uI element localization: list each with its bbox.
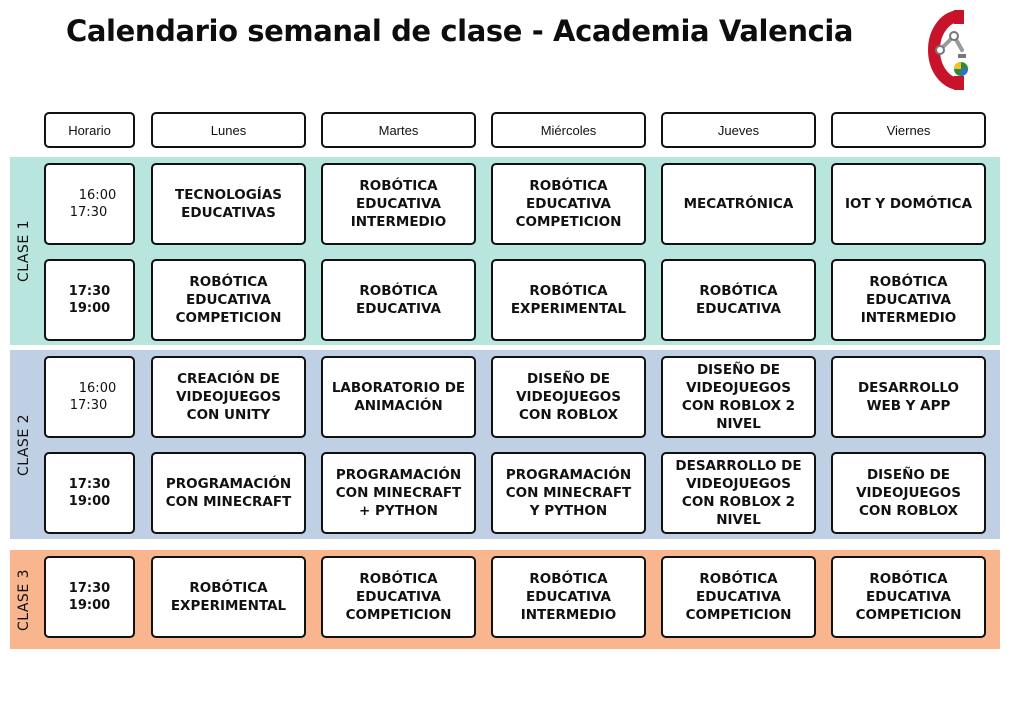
time-slot	[44, 556, 135, 638]
header-horario: Horario	[44, 112, 135, 148]
time-start: 17:30	[68, 477, 111, 492]
class-cell: ROBÓTICA EDUCATIVA INTERMEDIO	[491, 556, 646, 638]
class-cell: ROBÓTICA EDUCATIVA	[661, 259, 816, 341]
header-day-5: Viernes	[831, 112, 986, 148]
class-cell: PROGRAMACIÓN CON MINECRAFT	[151, 452, 306, 534]
class-cell: ROBÓTICA EDUCATIVA COMPETICION	[661, 556, 816, 638]
time-slot	[44, 163, 135, 245]
class-cell: ROBÓTICA EXPERIMENTAL	[491, 259, 646, 341]
class-cell: CREACIÓN DE VIDEOJUEGOS CON UNITY	[151, 356, 306, 438]
time-end: 19:00	[68, 494, 111, 509]
header-day-1: Lunes	[151, 112, 306, 148]
time-slot	[44, 259, 135, 341]
time-start: 17:30	[68, 284, 111, 299]
class-cell: DESARROLLO DE VIDEOJUEGOS CON ROBLOX 2 NIVEL	[661, 452, 816, 534]
class-cell: ROBÓTICA EXPERIMENTAL	[151, 556, 306, 638]
class-cell: ROBÓTICA EDUCATIVA COMPETICION	[321, 556, 476, 638]
time-slot	[44, 452, 135, 534]
class-cell: PROGRAMACIÓN CON MINECRAFT Y PYTHON	[491, 452, 646, 534]
class-cell: PROGRAMACIÓN CON MINECRAFT + PYTHON	[321, 452, 476, 534]
band-label: CLASE 3	[16, 568, 32, 631]
academy-logo	[910, 6, 972, 92]
class-cell: ROBÓTICA EDUCATIVA COMPETICION	[491, 163, 646, 245]
class-cell: MECATRÓNICA	[661, 163, 816, 245]
class-cell: DESARROLLO WEB Y APP	[831, 356, 986, 438]
time-end: 19:00	[68, 301, 111, 316]
class-cell: IOT Y DOMÓTICA	[831, 163, 986, 245]
time-start: 16:00	[78, 188, 117, 203]
page-title: Calendario semanal de clase - Academia Valencia	[66, 14, 854, 48]
globe-icon	[954, 62, 968, 76]
time-end: 17:30	[69, 205, 108, 220]
logo-bottom-bar	[954, 76, 964, 90]
time-start: 16:00	[78, 381, 117, 396]
time-end: 19:00	[68, 598, 111, 613]
class-cell: LABORATORIO DE ANIMACIÓN	[321, 356, 476, 438]
class-cell: TECNOLOGÍAS EDUCATIVAS	[151, 163, 306, 245]
header-day-3: Miércoles	[491, 112, 646, 148]
class-cell: ROBÓTICA EDUCATIVA INTERMEDIO	[831, 259, 986, 341]
class-cell: ROBÓTICA EDUCATIVA INTERMEDIO	[321, 163, 476, 245]
header-day-4: Jueves	[661, 112, 816, 148]
class-cell: DISEÑO DE VIDEOJUEGOS CON ROBLOX 2 NIVEL	[661, 356, 816, 438]
time-end: 17:30	[69, 398, 108, 413]
time-slot	[44, 356, 135, 438]
class-cell: ROBÓTICA EDUCATIVA COMPETICION	[831, 556, 986, 638]
class-cell: DISEÑO DE VIDEOJUEGOS CON ROBLOX	[831, 452, 986, 534]
class-cell: ROBÓTICA EDUCATIVA COMPETICION	[151, 259, 306, 341]
logo-top-bar	[954, 10, 964, 24]
class-cell: ROBÓTICA EDUCATIVA	[321, 259, 476, 341]
time-start: 17:30	[68, 581, 111, 596]
band-label: CLASE 1	[16, 219, 32, 283]
band-label: CLASE 2	[16, 413, 32, 476]
class-cell: DISEÑO DE VIDEOJUEGOS CON ROBLOX	[491, 356, 646, 438]
header-day-2: Martes	[321, 112, 476, 148]
